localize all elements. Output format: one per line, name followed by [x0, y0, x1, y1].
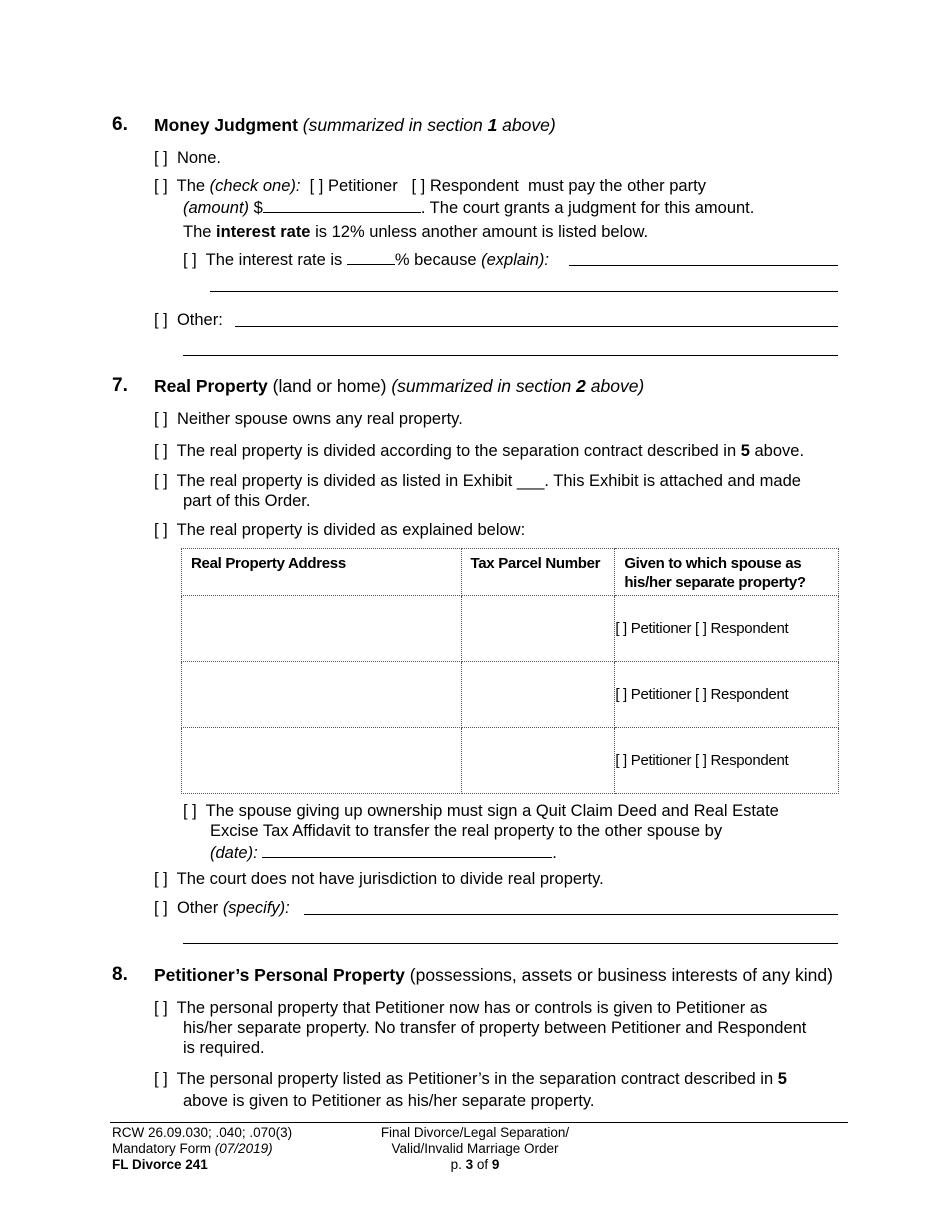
amount-line: (amount) $ . The court grants a judgment for this amount.	[183, 196, 754, 218]
section-7-heading: Real Property (land or home) (summarized in section 2 above)	[154, 376, 645, 396]
section-7-number: 7.	[112, 375, 128, 396]
spouse-option[interactable]: [ ] Petitioner [ ] Respondent	[615, 596, 839, 662]
section-8-heading: Petitioner’s Personal Property (possessions, assets or business interests of any kind)	[154, 965, 833, 985]
option-separation-contract: [ ] The real property is divided according to the separation contract described in 5 above.	[154, 442, 805, 460]
checkbox[interactable]: [ ]	[154, 899, 168, 917]
amount-input[interactable]	[263, 196, 421, 213]
option-other-6: [ ] Other:	[154, 311, 223, 329]
section-6-subtitle: (summarized in section 1 above)	[302, 115, 556, 135]
column-header: Real Property Address	[182, 549, 462, 596]
petitioner-checkbox[interactable]: [ ]	[309, 177, 324, 195]
table-header-row	[182, 549, 839, 596]
other-input-line-2[interactable]	[183, 355, 838, 356]
personal-property-line-2: his/her separate property. No transfer of property between Petitioner and Respondent	[183, 1019, 807, 1037]
option-exhibit: [ ] The real property is divided as listed in Exhibit ___. This Exhibit is attached and made	[154, 472, 801, 490]
checkbox[interactable]: [ ]	[183, 251, 197, 269]
option-no-real-property: [ ] Neither spouse owns any real property.	[154, 410, 463, 428]
checkbox[interactable]: [ ]	[154, 442, 168, 460]
interest-rate-input[interactable]	[347, 248, 395, 265]
section-6-title: Money Judgment	[154, 115, 298, 135]
option-quit-claim: [ ] The spouse giving up ownership must sign a Quit Claim Deed and Real Estate	[183, 802, 779, 820]
quit-claim-date: (date): .	[210, 841, 557, 863]
explain-input-line-2[interactable]	[210, 291, 838, 292]
footer-left: RCW 26.09.030; .040; .070(3) Mandatory Form (07/2019) FL Divorce 241	[112, 1125, 293, 1172]
spouse-option[interactable]: [ ] Petitioner [ ] Respondent	[615, 662, 839, 728]
footer-divider	[110, 1122, 848, 1123]
option-no-jurisdiction: [ ] The court does not have jurisdiction to divide real property.	[154, 870, 604, 888]
checkbox[interactable]: [ ]	[183, 802, 197, 820]
checkbox[interactable]: [ ]	[154, 870, 168, 888]
specify-input[interactable]	[304, 914, 838, 915]
checkbox[interactable]: [ ]	[154, 999, 168, 1017]
table-row	[182, 662, 839, 728]
quit-claim-line-2: Excise Tax Affidavit to transfer the real property to the other spouse by	[210, 822, 723, 840]
table-row	[182, 596, 839, 662]
parcel-cell[interactable]	[461, 596, 615, 662]
date-input[interactable]	[262, 841, 552, 858]
checkbox[interactable]: [ ]	[154, 521, 168, 539]
explain-input[interactable]	[569, 265, 838, 266]
address-cell[interactable]	[182, 728, 462, 794]
checkbox[interactable]: [ ]	[154, 149, 168, 167]
column-header: Given to which spouse as his/her separate property?	[615, 549, 839, 596]
section-6-heading	[154, 115, 556, 136]
section-6-number: 6.	[112, 114, 128, 135]
other-input[interactable]	[235, 326, 838, 327]
option-money-judgment: [ ] The (check one): [ ] Petitioner [ ] Respondent must pay the other party	[154, 177, 706, 195]
checkbox[interactable]: [ ]	[154, 311, 168, 329]
parcel-cell[interactable]	[461, 662, 615, 728]
footer-center: Final Divorce/Legal Separation/ Valid/Invalid Marriage Order p. 3 of 9	[360, 1125, 590, 1173]
personal-property-line-3: is required.	[183, 1039, 265, 1057]
option-other-7: [ ] Other (specify):	[154, 899, 290, 917]
checkbox[interactable]: [ ]	[154, 472, 168, 490]
respondent-checkbox[interactable]: [ ]	[411, 177, 426, 195]
table-row	[182, 728, 839, 794]
page-number: p. 3 of 9	[450, 1157, 500, 1172]
section-8-number: 8.	[112, 964, 128, 985]
real-property-table	[181, 548, 839, 794]
checkbox[interactable]: [ ]	[154, 410, 168, 428]
option-exhibit-line-2: part of this Order.	[183, 492, 311, 510]
personal-separation-line-2: above is given to Petitioner as his/her separate property.	[183, 1092, 595, 1110]
option-explained-below: [ ] The real property is divided as explained below:	[154, 521, 526, 539]
parcel-cell[interactable]	[461, 728, 615, 794]
address-cell[interactable]	[182, 662, 462, 728]
column-header: Tax Parcel Number	[461, 549, 615, 596]
checkbox[interactable]: [ ]	[154, 177, 168, 195]
option-personal-property: [ ] The personal property that Petitioner now has or controls is given to Petitioner as	[154, 999, 768, 1017]
checkbox[interactable]: [ ]	[154, 1070, 168, 1088]
specify-input-line-2[interactable]	[183, 943, 838, 944]
interest-rate-text: The interest rate is 12% unless another amount is listed below.	[183, 223, 649, 241]
spouse-option[interactable]: [ ] Petitioner [ ] Respondent	[615, 728, 839, 794]
address-cell[interactable]	[182, 596, 462, 662]
option-none[interactable]: [ ] None.	[154, 149, 221, 167]
option-interest-rate: [ ] The interest rate is % because (explain):	[183, 248, 549, 270]
option-personal-separation-contract: [ ] The personal property listed as Petitioner’s in the separation contract described in 5	[154, 1070, 787, 1088]
